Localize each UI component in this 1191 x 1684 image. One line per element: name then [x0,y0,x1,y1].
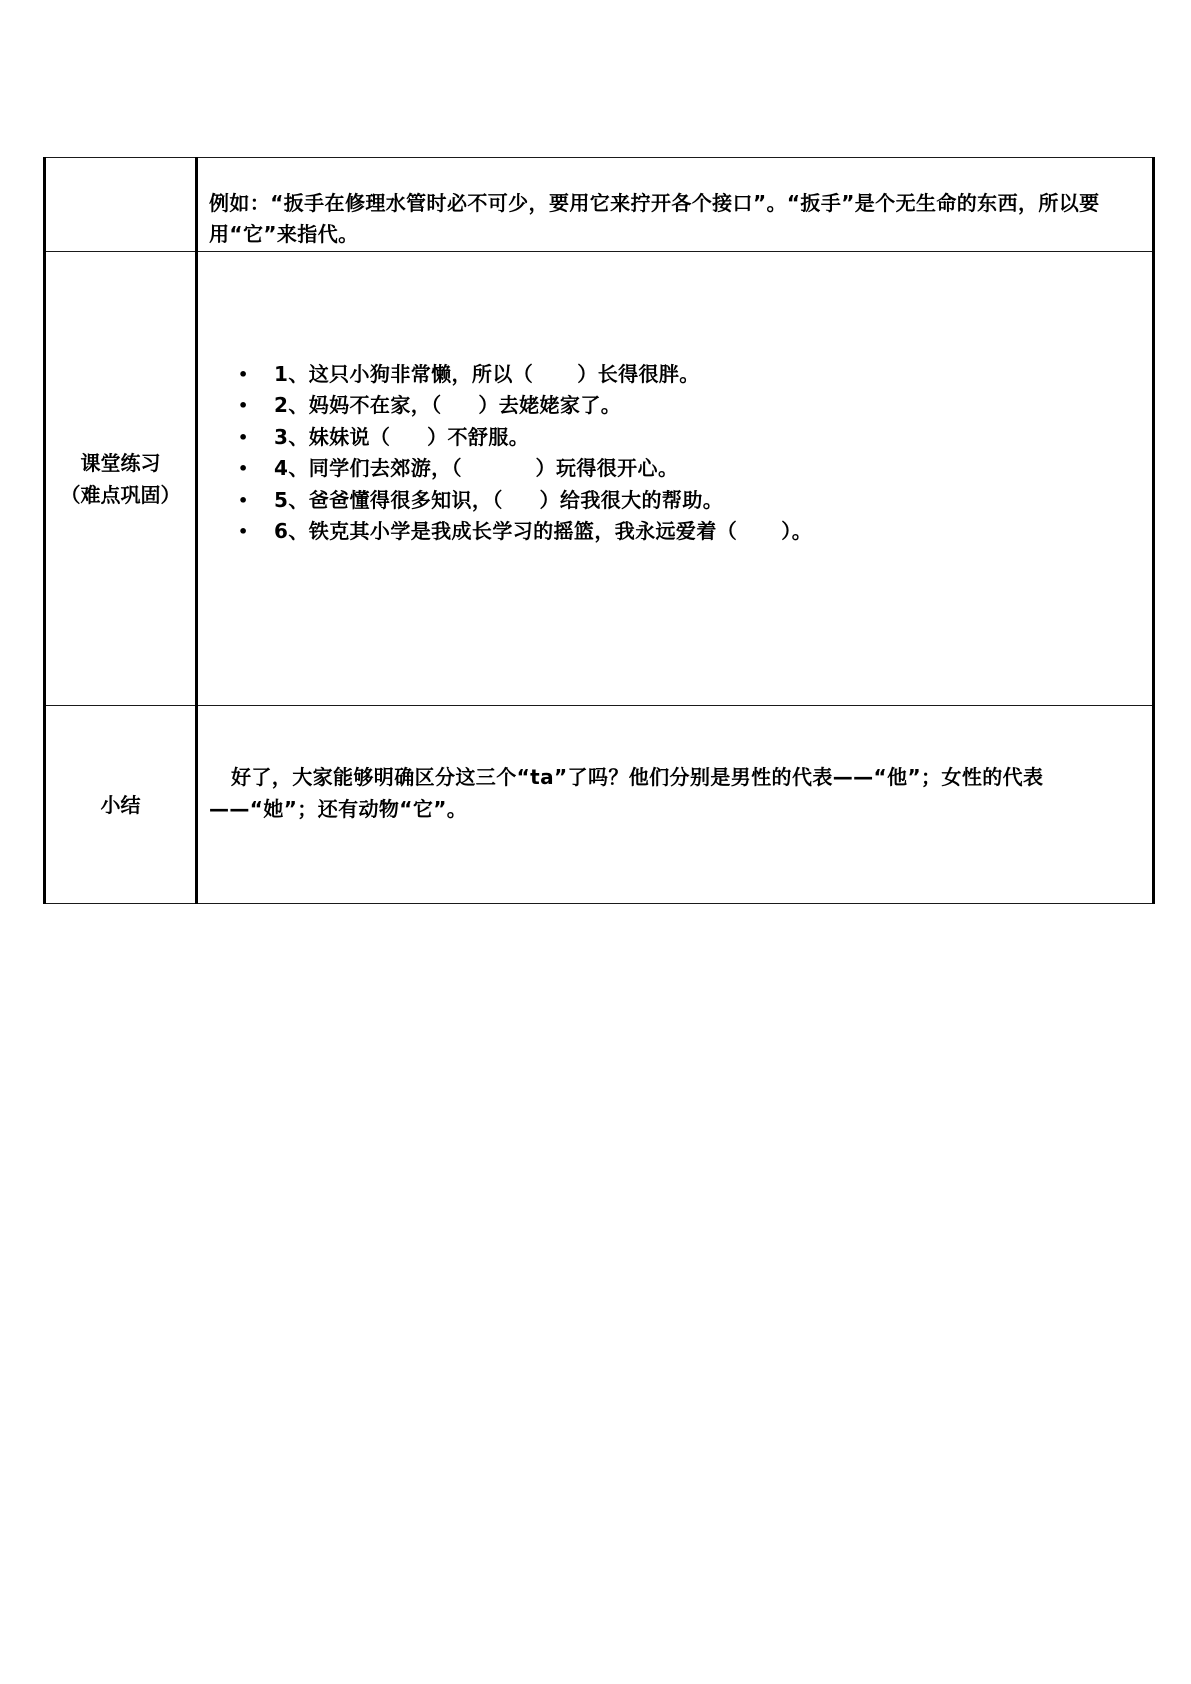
bullet-icon: • [238,521,249,541]
table-row-example [45,158,1154,252]
practice-item-text: 3、妹妹说（ ）不舒服。 [274,424,530,449]
bullet-icon: • [238,396,249,416]
row-label-empty [45,158,197,252]
list-item [238,453,1152,484]
example-cell [197,158,1154,252]
bullet-icon: • [238,490,249,510]
table-row-practice [45,252,1154,706]
practice-item-text: 1、这只小狗非常懒，所以（ ）长得很胖。 [274,362,700,386]
list-item [238,422,1152,453]
practice-item-text: 2、妈妈不在家，（ ）去姥姥家了。 [274,393,622,418]
practice-item-text: 6、铁克其小学是我成长学习的摇篮，我永远爱着（ ）。 [274,518,813,543]
practice-cell [197,252,1154,706]
lesson-plan-table [43,157,1155,904]
practice-item-text: 4、同学们去郊游，（ ）玩得很开心。 [274,456,679,481]
row-label-summary: 小结 [45,706,197,904]
bullet-icon: • [238,365,249,384]
example-text: 例如：“扳手在修理水管时必不可少，要用它来拧开各个接口”。“扳手”是个无生命的东西，所以要用“它”来指代。 [209,191,1100,246]
row-label-practice [45,252,197,706]
list-item [238,485,1152,516]
practice-label-line1: 课堂练习 [80,450,161,475]
bullet-icon: • [238,427,249,447]
summary-cell [197,706,1154,904]
bullet-icon: • [238,459,249,479]
practice-list [198,252,1152,547]
summary-text: 好了，大家能够明确区分这三个“ta”了吗？他们分别是男性的代表——“他”；女性的代表——“她”；还有动物“它”。 [209,765,1044,821]
practice-label-line2: （难点巩固） [60,482,181,507]
list-item [238,390,1152,421]
practice-item-text: 5、爸爸懂得很多知识，（ ）给我很大的帮助。 [274,487,724,512]
list-item [238,516,1152,547]
table-row-summary [45,706,1154,904]
list-item [238,359,1152,390]
